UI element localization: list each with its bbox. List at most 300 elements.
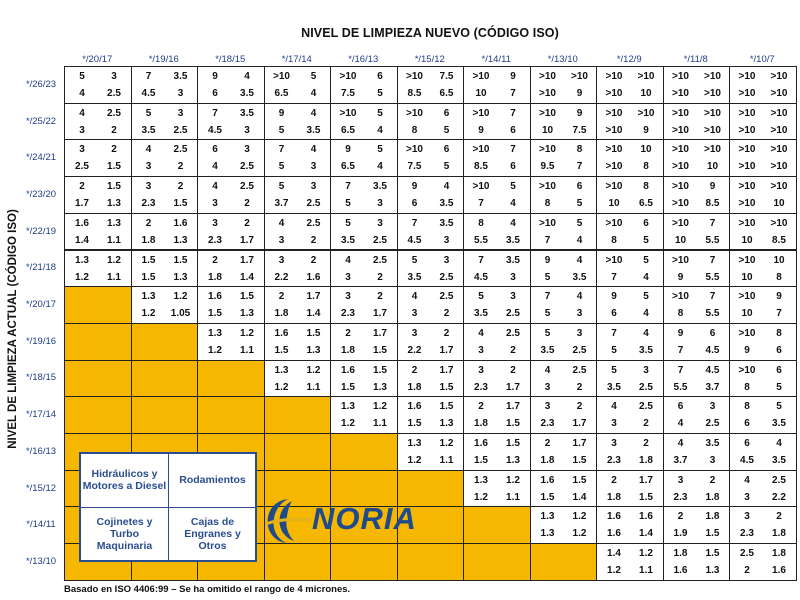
cell-value: 2	[244, 198, 250, 210]
cell-value: 1.5	[373, 344, 387, 356]
cell-value: 5	[443, 124, 450, 136]
cell-value: 5	[145, 107, 152, 119]
cell-value: 3	[345, 291, 351, 303]
cell-value: 3	[310, 181, 317, 193]
table-cell	[330, 176, 398, 214]
cell-value: 3.5	[772, 455, 786, 466]
cell-value: 3.5	[341, 234, 355, 246]
cell-value: 1.3	[240, 308, 254, 320]
cell-value: 3.5	[772, 418, 786, 430]
cell-value: 5	[544, 308, 551, 320]
cell-value: 3	[244, 124, 250, 136]
cell-value: 4.5	[141, 88, 156, 99]
cell-value: 1.5	[572, 474, 587, 486]
row-header: */16/13	[25, 445, 57, 457]
table-cell	[729, 433, 797, 471]
cell-value: >10	[472, 144, 490, 156]
table-cell	[397, 250, 465, 288]
cell-value: 10	[773, 254, 785, 266]
row-header: */24/21	[25, 152, 57, 164]
cell-value: 1.6	[607, 511, 621, 523]
table-cell	[197, 66, 265, 104]
cell-value: 3	[411, 308, 418, 320]
table-cell	[729, 470, 797, 508]
cell-value: 1.5	[208, 308, 222, 320]
column-header: */11/8	[683, 54, 708, 65]
cell-value: >10	[770, 124, 788, 136]
cell-value: 10	[674, 234, 687, 246]
cell-value: 1.4	[75, 234, 89, 246]
cell-value: >10	[770, 71, 788, 82]
cell-value: 3	[443, 234, 450, 246]
cell-value: 5	[278, 124, 285, 136]
y-axis-label-text: NIVEL DE LIMPIEZA ACTUAL (CÓDIGO ISO)	[7, 209, 19, 449]
table-cell	[663, 103, 731, 141]
logo-wordmark: NORIA	[312, 501, 417, 536]
cell-value: >10	[770, 88, 788, 99]
legend-gearboxes: Cajas de Engranes y Otros	[184, 516, 241, 552]
cell-value: 1.3	[506, 455, 520, 466]
column-header: */18/15	[215, 54, 246, 65]
table-cell	[663, 396, 731, 434]
table-cell	[463, 66, 531, 104]
cell-value: 1.5	[341, 381, 355, 393]
cell-value: 2	[411, 364, 418, 376]
table-cell	[397, 360, 465, 398]
cell-value: 3	[278, 234, 285, 246]
cell-value: 4	[744, 474, 750, 486]
cell-value: >10	[672, 124, 689, 136]
cell-value: >10	[605, 161, 623, 173]
cell-value: 1.7	[439, 344, 454, 356]
table-cell	[596, 360, 664, 398]
cell-value: 1.3	[341, 401, 355, 413]
highlight-cell	[330, 433, 398, 471]
cell-value: 9	[345, 144, 351, 156]
cell-value: 3.5	[506, 254, 520, 266]
cell-value: >10	[539, 181, 556, 193]
cell-value: 2	[212, 254, 218, 266]
cell-value: >10	[770, 161, 788, 173]
highlight-cell	[131, 396, 199, 434]
table-cell	[530, 213, 598, 251]
cell-value: 1.6	[208, 291, 222, 303]
cell-value: 2	[377, 271, 383, 283]
cell-value: >10	[672, 107, 689, 119]
cell-value: 2.5	[373, 254, 387, 266]
cell-value: 1.2	[274, 381, 289, 393]
cell-value: 2.5	[306, 217, 321, 229]
table-cell	[397, 433, 465, 471]
cell-value: >10	[605, 107, 623, 119]
cell-value: 2.5	[705, 418, 720, 430]
table-cell	[663, 360, 731, 398]
cell-value: 1.1	[506, 491, 520, 503]
cell-value: >10	[406, 107, 423, 119]
cell-value: 2	[443, 327, 450, 339]
cell-value: 3.5	[474, 308, 488, 320]
table-cell	[463, 360, 531, 398]
cell-value: 4	[443, 181, 450, 193]
cell-value: 2.5	[506, 308, 520, 320]
cell-value: 2	[244, 217, 250, 229]
cell-value: 1.3	[474, 474, 488, 486]
table-cell	[397, 213, 465, 251]
cell-value: 3.5	[607, 381, 621, 393]
cell-value: >10	[672, 144, 689, 156]
table-cell	[463, 103, 531, 141]
cell-value: 1.2	[173, 291, 188, 303]
cell-value: 1.7	[306, 291, 321, 303]
cell-value: 5.5	[705, 271, 720, 283]
cell-value: 5	[278, 161, 285, 173]
cell-value: >10	[738, 71, 756, 82]
row-header: */19/16	[25, 335, 57, 347]
cell-value: 8	[576, 144, 583, 156]
cell-value: 3	[709, 455, 716, 466]
cell-value: 3.5	[439, 217, 454, 229]
table-cell	[131, 176, 199, 214]
noria-logo	[262, 496, 444, 546]
table-cell	[463, 250, 531, 288]
table-cell	[530, 433, 598, 471]
cell-value: 1.8	[705, 511, 720, 523]
cell-value: >10	[738, 161, 756, 173]
cell-value: 2.5	[240, 161, 254, 173]
cell-value: 1.8	[208, 271, 222, 283]
cell-value: 2.5	[506, 327, 520, 339]
cell-value: >10	[605, 181, 623, 193]
cell-value: 9	[411, 181, 418, 193]
cell-value: 1.5	[240, 291, 254, 303]
cell-value: 3	[510, 291, 516, 303]
cell-value: 7	[709, 254, 716, 266]
cell-value: 3	[145, 181, 152, 193]
cell-value: 1.1	[107, 271, 121, 283]
highlight-cell	[64, 396, 132, 434]
cell-value: 6	[744, 418, 750, 430]
row-header: */21/18	[25, 262, 57, 274]
cell-value: 4	[79, 88, 85, 99]
cell-value: 3	[111, 71, 117, 82]
cell-value: 1.6	[673, 565, 688, 577]
cell-value: 2	[643, 418, 649, 430]
cell-value: 7	[709, 291, 716, 303]
cell-value: 4	[212, 161, 218, 173]
cell-value: 1.2	[141, 308, 156, 320]
cell-value: 5	[544, 271, 551, 283]
noria-logo-swoosh-icon	[262, 496, 314, 546]
cell-value: 8	[643, 181, 649, 193]
cell-value: 1.2	[572, 528, 587, 540]
cell-value: 6	[776, 364, 782, 376]
cell-value: 1.6	[341, 364, 355, 376]
cell-value: >10	[605, 217, 623, 229]
cell-value: 1.4	[639, 528, 653, 540]
table-cell	[596, 470, 664, 508]
cell-value: 1.2	[75, 271, 89, 283]
cell-value: 8	[643, 161, 649, 173]
cell-value: 2.5	[240, 181, 254, 193]
cell-value: 1.7	[240, 234, 254, 246]
cell-value: 7.5	[407, 161, 422, 173]
table-cell	[197, 286, 265, 324]
cell-value: >10	[738, 107, 756, 119]
cell-value: 8	[411, 124, 418, 136]
legend-hydraulics: Hidráulicos y Motores a Diesel	[82, 468, 167, 492]
cell-value: 4	[510, 217, 516, 229]
cell-value: 1.7	[572, 438, 587, 449]
table-cell	[264, 213, 332, 251]
cell-value: 5	[611, 344, 617, 356]
cell-value: 5	[79, 71, 85, 82]
table-cell	[729, 396, 797, 434]
cell-value: 3	[212, 217, 218, 229]
cell-value: 1.3	[705, 565, 720, 577]
cell-value: 1.1	[373, 418, 387, 430]
cell-value: 3	[611, 418, 617, 430]
cell-value: 6	[776, 344, 782, 356]
highlight-cell	[64, 286, 132, 324]
table-cell	[530, 470, 598, 508]
cell-value: 1.3	[141, 291, 156, 303]
cell-value: 2	[278, 291, 285, 303]
cell-value: 1.8	[607, 491, 621, 503]
cell-value: >10	[406, 144, 423, 156]
cell-value: >10	[637, 107, 655, 119]
cell-value: 1.2	[474, 491, 488, 503]
cell-value: 1.2	[407, 455, 422, 466]
table-cell	[729, 543, 797, 581]
cell-value: 4	[310, 144, 317, 156]
cell-value: >10	[738, 124, 756, 136]
table-cell	[330, 139, 398, 177]
highlight-cell	[397, 543, 465, 581]
row-header: */17/14	[25, 409, 57, 421]
cell-value: 1.2	[439, 438, 454, 449]
cell-value: 1.3	[173, 234, 188, 246]
cell-value: 9	[544, 254, 551, 266]
cell-value: 8.5	[407, 88, 422, 99]
table-cell	[264, 323, 332, 361]
cell-value: 1.5	[407, 418, 422, 430]
cell-value: 1.7	[439, 364, 454, 376]
cell-value: 8.5	[772, 234, 786, 246]
cell-value: 3	[643, 364, 649, 376]
table-cell	[330, 250, 398, 288]
cell-value: 1.4	[607, 548, 621, 560]
cell-value: 2.5	[439, 271, 454, 283]
cell-value: 10	[541, 124, 554, 136]
cell-value: 2.5	[439, 291, 454, 303]
cell-value: 1.2	[506, 474, 520, 486]
cell-value: 2.5	[639, 381, 653, 393]
cell-value: 5	[611, 364, 617, 376]
highlight-cell	[197, 396, 265, 434]
cell-value: 6	[377, 71, 383, 82]
column-header: */19/16	[148, 54, 179, 65]
table-cell	[463, 433, 531, 471]
cell-value: 1.6	[306, 271, 321, 283]
highlight-cell	[197, 360, 265, 398]
cell-value: 2.5	[107, 88, 121, 99]
table-cell	[530, 139, 598, 177]
cell-value: 7	[677, 364, 684, 376]
table-cell	[463, 139, 531, 177]
cell-value: 1.5	[506, 438, 520, 449]
cell-value: 4	[776, 438, 782, 449]
column-header: */14/11	[481, 54, 511, 65]
table-cell	[729, 176, 797, 214]
cell-value: 10	[640, 88, 652, 99]
cell-value: 3	[79, 124, 85, 136]
cell-value: 4	[510, 198, 516, 210]
table-cell	[397, 139, 465, 177]
table-cell	[663, 213, 731, 251]
table-cell	[197, 139, 265, 177]
table-cell	[463, 470, 531, 508]
table-cell	[463, 213, 531, 251]
cell-value: 1.5	[540, 491, 555, 503]
cell-value: 5	[278, 181, 285, 193]
cell-value: >10	[539, 88, 556, 99]
table-cell	[264, 176, 332, 214]
cell-value: 1.2	[341, 418, 355, 430]
cell-value: 1.4	[240, 271, 254, 283]
chart-title: NIVEL DE LIMPIEZA NUEVO (CÓDIGO ISO)	[301, 26, 559, 40]
column-header: */10/7	[749, 54, 775, 65]
table-cell	[663, 543, 731, 581]
cell-value: 1.4	[306, 308, 321, 320]
cell-value: 5	[510, 181, 516, 193]
highlight-cell	[264, 396, 332, 434]
row-header: */23/20	[25, 188, 57, 200]
cell-value: 1.8	[274, 308, 289, 320]
cell-value: 1.5	[141, 271, 156, 283]
cell-value: >10	[704, 124, 721, 136]
cell-value: 1.5	[274, 344, 289, 356]
cell-value: 5	[478, 291, 484, 303]
row-header: */26/23	[25, 78, 57, 90]
cell-value: 10	[773, 198, 785, 210]
cell-value: 3	[544, 381, 551, 393]
cell-value: 10	[640, 144, 652, 156]
cell-value: 6	[677, 401, 684, 413]
cell-value: 2	[111, 124, 117, 136]
cell-value: >10	[539, 217, 556, 229]
cell-value: 3.5	[506, 234, 520, 246]
cell-value: >10	[770, 217, 788, 229]
cell-value: 3.7	[705, 381, 720, 393]
table-cell	[530, 66, 598, 104]
cell-value: 6	[643, 217, 649, 229]
cell-value: 1.5	[439, 401, 454, 413]
cell-value: 2.3	[474, 381, 488, 393]
cell-value: 5.5	[673, 381, 688, 393]
table-cell	[663, 250, 731, 288]
cell-value: 4	[677, 418, 684, 430]
cell-value: 4.5	[705, 344, 720, 356]
cell-value: 1.3	[208, 327, 222, 339]
cell-value: 3	[478, 364, 484, 376]
table-cell	[596, 103, 664, 141]
table-cell	[463, 323, 531, 361]
cell-value: 3	[377, 217, 383, 229]
cell-value: >10	[770, 144, 788, 156]
cell-value: 6	[411, 198, 418, 210]
cell-value: 4	[79, 107, 85, 119]
cell-value: 1.2	[240, 327, 254, 339]
cell-value: 1.1	[306, 381, 321, 393]
cell-value: 3	[278, 254, 285, 266]
table-cell	[530, 250, 598, 288]
cell-value: 9	[677, 327, 684, 339]
cell-value: 1.6	[407, 401, 422, 413]
table-cell	[729, 213, 797, 251]
cell-value: 8	[744, 381, 750, 393]
cell-value: 8	[544, 198, 551, 210]
cell-value: >10	[738, 144, 756, 156]
cell-value: 1.6	[639, 511, 653, 523]
cell-value: 2	[310, 254, 317, 266]
cell-value: 8	[744, 401, 750, 413]
table-cell	[663, 286, 731, 324]
cell-value: 1.7	[506, 381, 520, 393]
cell-value: 8.5	[474, 161, 488, 173]
cell-value: >10	[605, 88, 623, 99]
cell-value: 4	[212, 181, 218, 193]
cell-value: 2.3	[341, 308, 355, 320]
table-cell	[64, 139, 132, 177]
table-cell	[596, 213, 664, 251]
cell-value: 7	[145, 71, 152, 82]
table-cell	[330, 396, 398, 434]
table-cell	[530, 360, 598, 398]
cell-value: 9	[677, 271, 684, 283]
cell-value: 2	[510, 364, 516, 376]
cell-value: 3	[79, 144, 85, 156]
table-cell	[663, 433, 731, 471]
cell-value: 1.1	[439, 455, 454, 466]
cell-value: 1.5	[373, 364, 387, 376]
table-cell	[530, 396, 598, 434]
cell-value: 1.5	[173, 254, 188, 266]
cell-value: 2	[111, 144, 117, 156]
cell-value: 3.5	[373, 181, 387, 193]
cell-value: 1.5	[107, 161, 121, 173]
cell-value: 2	[377, 291, 383, 303]
table-cell	[463, 176, 531, 214]
cell-value: 1.2	[373, 401, 387, 413]
cell-value: 1.6	[173, 217, 188, 229]
cell-value: 7	[278, 144, 285, 156]
cell-value: 8	[478, 217, 484, 229]
cell-value: >10	[672, 181, 689, 193]
column-header: */17/14	[281, 54, 312, 65]
cell-value: 2	[345, 327, 351, 339]
cell-value: >10	[472, 71, 490, 82]
cell-value: 10	[608, 198, 620, 210]
cell-value: 2.2	[274, 271, 289, 283]
table-cell	[729, 286, 797, 324]
cell-value: 2.5	[639, 401, 653, 413]
cell-value: >10	[704, 144, 721, 156]
cell-value: 5	[643, 291, 649, 303]
cell-value: 3.5	[240, 107, 254, 119]
cell-value: 6.5	[341, 161, 355, 173]
cell-value: 5	[377, 144, 383, 156]
cell-value: 3.5	[572, 271, 587, 283]
